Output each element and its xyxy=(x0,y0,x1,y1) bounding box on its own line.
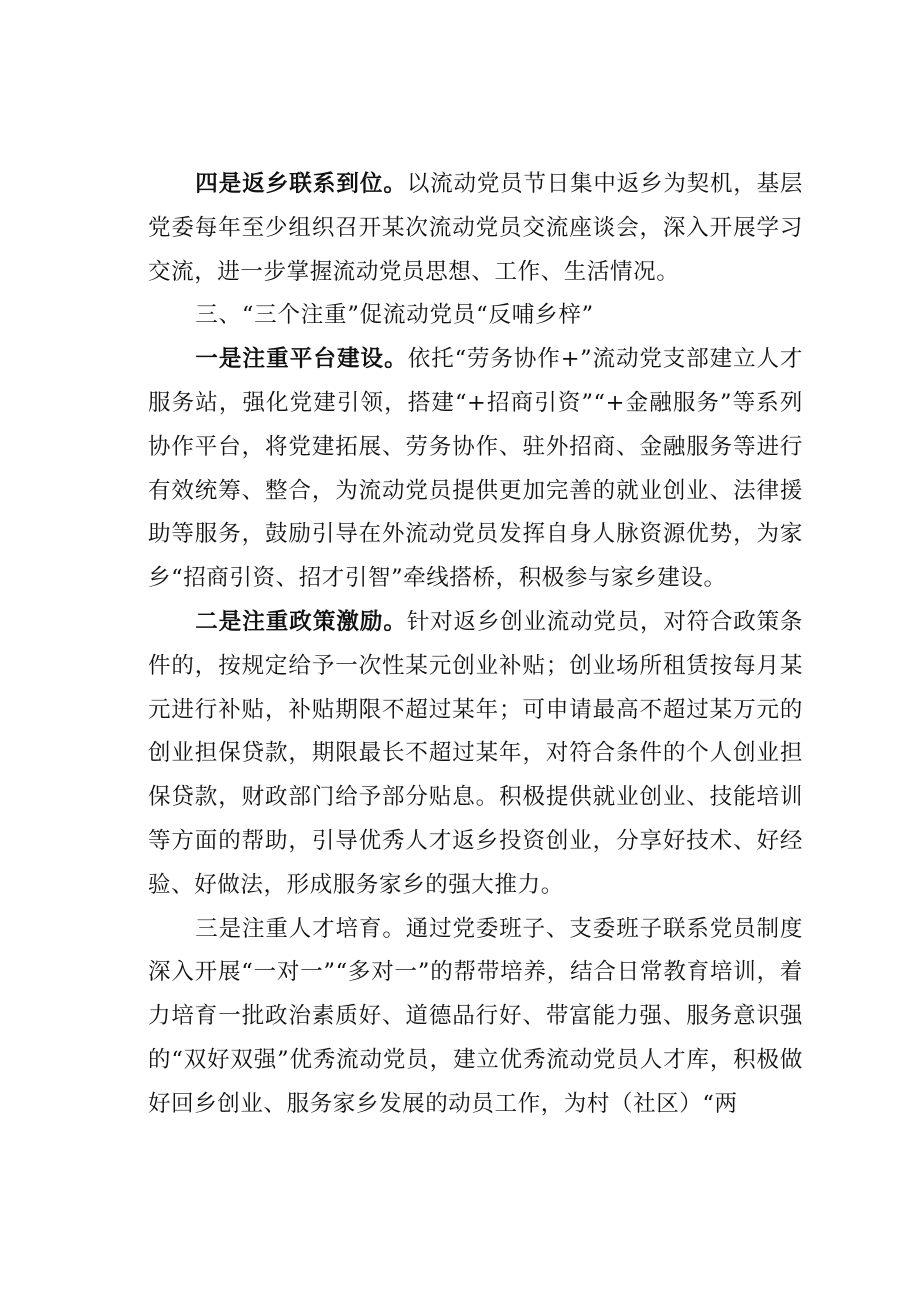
paragraph-platform-building xyxy=(148,338,803,601)
paragraph-lead: 二是注重政策激励。 xyxy=(195,608,407,635)
section-heading-three-focuses xyxy=(148,294,803,338)
paragraph-policy-incentives xyxy=(148,601,803,908)
paragraph-text: 三是注重人才培育。通过党委班子、支委班子联系党员制度深入开展“一对一”“多对一”的帮带培养，结合日常教育培训，着力培育一批政治素质好、道德品行好、带富能力强、服务意识强的“双好双强”优秀流动党员，建立优秀流动党员人才库，积极做好回乡创业、服务家乡发展的动员工作，为村（社区）“两 xyxy=(148,915,803,1117)
paragraph-text: 以流动党员节日集中返乡为契机，基层党委每年至少组织召开某次流动党员交流座谈会，深入开展学习交流，进一步掌握流动党员思想、工作、生活情况。 xyxy=(148,171,803,285)
paragraph-lead: 一是注重平台建设。 xyxy=(195,346,408,373)
paragraph-lead: 四是返乡联系到位。 xyxy=(195,171,407,197)
paragraph-return-home-contact xyxy=(148,163,803,294)
heading-text: 三、“三个注重”促流动党员“反哺乡梓” xyxy=(195,302,594,329)
paragraph-text: 依托“劳务协作+”流动党支部建立人才服务站，强化党建引领，搭建“+招商引资”“+金融服务”等系列协作平台，将党建拓展、劳务协作、驻外招商、金融服务等进行有效统筹、整合，为流动党员提供更加完善的就业创业、法律援助等服务，鼓励引导在外流动党员发挥自身人脉资源优势，为家乡“招商引资、招才引智”牵线搭桥，积极参与家乡建设。 xyxy=(148,346,803,592)
document-body xyxy=(148,163,803,1127)
paragraph-talent-cultivation xyxy=(148,908,803,1127)
paragraph-text: 针对返乡创业流动党员，对符合政策条件的，按规定给予一次性某元创业补贴；创业场所租赁按每月某元进行补贴，补贴期限不超过某年；可申请最高不超过某万元的创业担保贷款，期限最长不超过某年，对符合条件的个人创业担保贷款，财政部门给予部分贴息。积极提供就业创业、技能培训等方面的帮助，引导优秀人才返乡投资创业，分享好技术、好经验、好做法，形成服务家乡的强大推力。 xyxy=(148,608,803,898)
